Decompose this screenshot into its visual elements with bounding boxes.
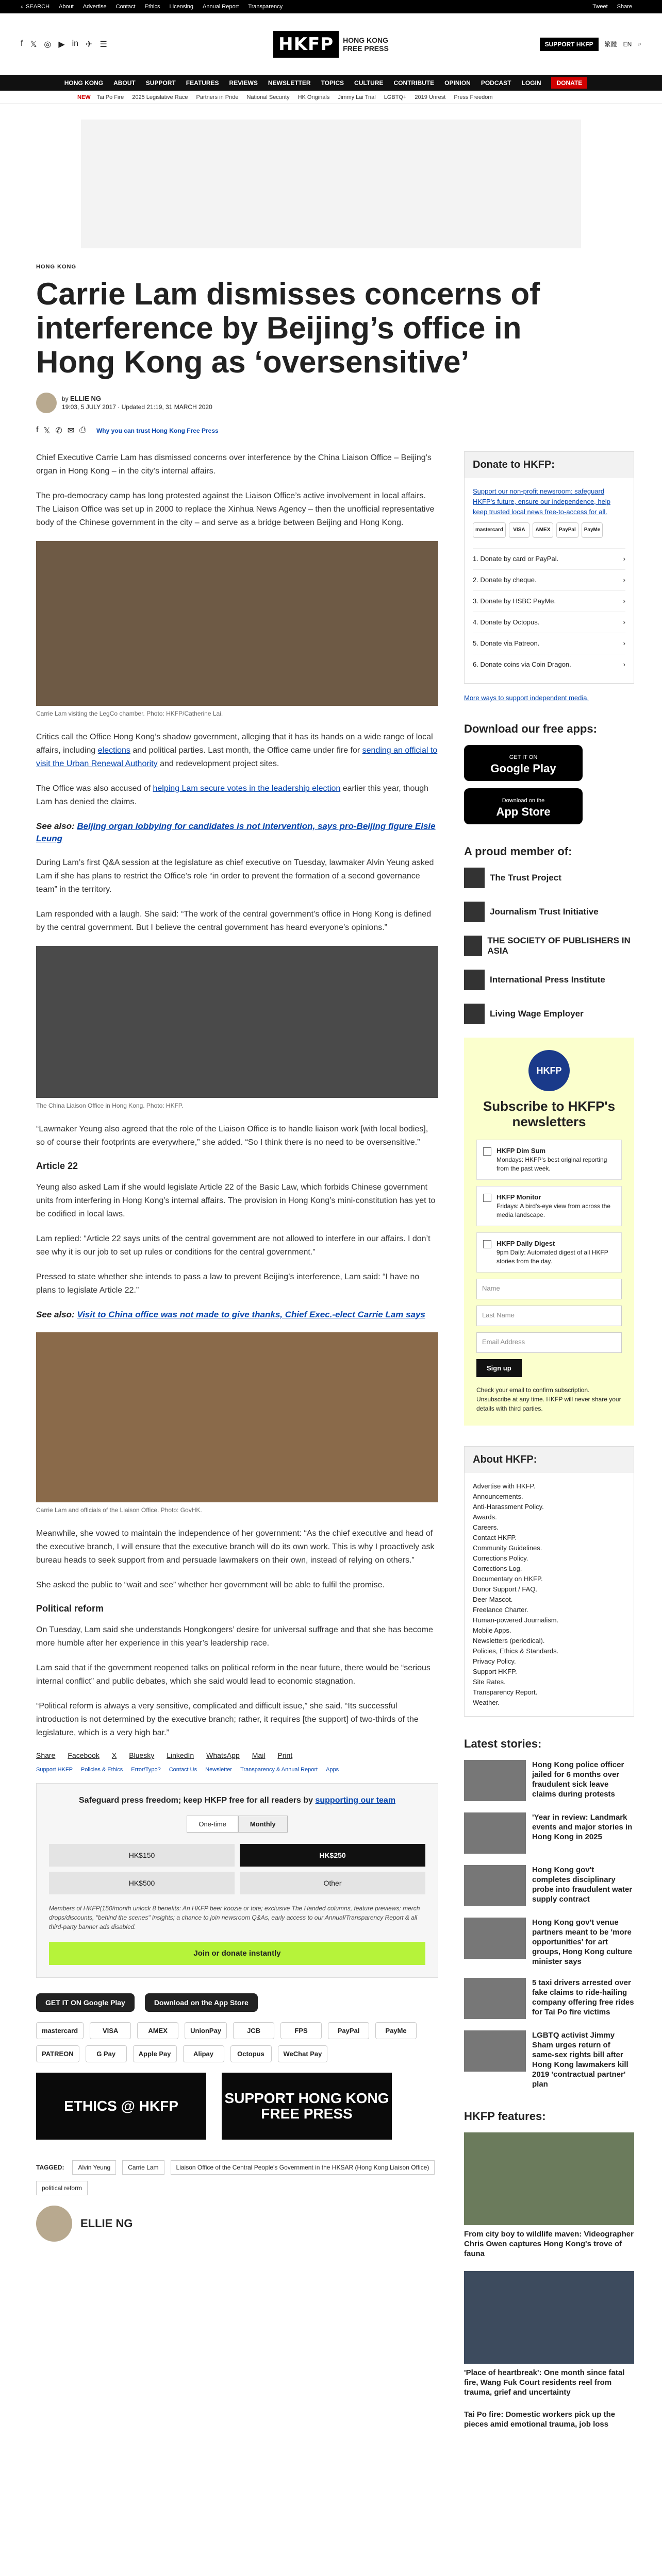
thumbnail — [464, 1812, 526, 1854]
paragraph: “Political reform is always a very sensitive, complicated and difficult issue,” she said. “Its successful introduction is not determined by the executive branch; rather, it requires [the support] of two-thirds of the legislature, which is a very high bar.” — [36, 1702, 419, 1737]
donate-step[interactable]: 3. Donate by HSBC PayMe. › — [473, 590, 625, 612]
amount-option[interactable]: Other — [240, 1872, 425, 1894]
thumbnail — [464, 1760, 526, 1801]
trending-item[interactable]: Jimmy Lai Trial — [338, 94, 376, 100]
share-row — [36, 426, 626, 436]
about-link[interactable]: Weather. — [473, 1699, 500, 1706]
tag[interactable]: Liaison Office of the Central People's Government in the HKSAR (Hong Kong Liaison Office) — [171, 2160, 435, 2175]
donate-step[interactable]: 5. Donate via Patreon. › — [473, 633, 625, 654]
apps-title: Download our free apps: — [464, 722, 597, 735]
trust-link[interactable]: Why you can trust Hong Kong Free Press — [96, 427, 219, 434]
footer-link[interactable]: Apps — [326, 1767, 339, 1773]
facebook-icon[interactable]: f — [36, 426, 39, 434]
about-link[interactable]: Mobile Apps. — [473, 1626, 511, 1634]
footer-link[interactable]: Contact Us — [169, 1767, 197, 1773]
widget-title: Donate to HKFP: — [465, 452, 634, 478]
toggle-one-time[interactable]: One-time — [187, 1816, 238, 1833]
latest-title: Latest stories: — [464, 1737, 542, 1750]
about-widget — [464, 1446, 634, 1717]
tag[interactable]: political reform — [36, 2181, 88, 2195]
join-donate-button[interactable]: Join or donate instantly — [49, 1942, 425, 1965]
article-photo-officials — [36, 1332, 438, 1502]
newsletter-option[interactable]: HKFP Dim Sum Mondays: HKFP's best original reporting from the past week. — [476, 1140, 622, 1180]
footer-link[interactable]: Transparency & Annual Report — [240, 1767, 318, 1773]
amount-options — [49, 1844, 425, 1894]
about-link[interactable]: Freelance Charter. — [473, 1606, 528, 1614]
trending-bar — [0, 91, 662, 104]
paragraph: The Office was also accused of helping Lam secure votes in the leadership election earlier this year, though Lam has denied the claims. — [36, 784, 429, 806]
about-link[interactable]: Policies, Ethics & Standards. — [473, 1647, 559, 1655]
share-bar — [36, 1751, 438, 1759]
share-label: Share — [36, 1751, 56, 1759]
paragraph: On Tuesday, Lam said she understands Hongkongers’ desire for universal suffrage and that she has become more humble after her experience in this year’s leadership race. — [36, 1625, 433, 1648]
donate-steps — [473, 548, 625, 675]
author-avatar[interactable] — [36, 2206, 72, 2242]
site-logo[interactable] — [273, 31, 389, 58]
nav-item[interactable]: NEWSLETTER — [268, 79, 311, 87]
paragraph: Yeung also asked Lam if she would legislate Article 22 of the Basic Law, which forbids Chinese government units from interfering in Hong Kong’s internal affairs. The provision in Hong Kong’s mini-constitution has yet to be codified in local laws. — [36, 1183, 436, 1218]
topbar-link[interactable]: Ethics — [144, 4, 160, 10]
member-logo[interactable]: The Trust Project — [464, 868, 634, 888]
google-play-badge[interactable]: GET IT ON Google Play — [36, 1993, 135, 2012]
nav-donate-button[interactable]: DONATE — [551, 77, 587, 89]
whatsapp-icon[interactable]: ✆ — [55, 427, 62, 435]
payment-icon: mastercard — [473, 522, 506, 538]
more-ways-link[interactable]: More ways to support independent media. — [464, 694, 589, 702]
app-badges-row — [36, 1993, 438, 2012]
chevron-right-icon: › — [623, 660, 625, 668]
about-link[interactable]: Advertise with HKFP. — [473, 1482, 536, 1490]
content-columns — [0, 451, 662, 2442]
footer-link[interactable]: Support HKFP — [36, 1767, 73, 1773]
tag[interactable]: Carrie Lam — [122, 2160, 164, 2175]
topbar-link[interactable]: Annual Report — [203, 4, 239, 10]
member-logo[interactable]: Journalism Trust Initiative — [464, 902, 634, 922]
last-name-input[interactable]: Last Name — [476, 1306, 622, 1326]
author-avatar[interactable] — [36, 393, 57, 413]
lang-zh-link[interactable]: 繁體 — [604, 41, 617, 48]
share-x[interactable]: X — [111, 1751, 117, 1759]
thumbnail — [464, 2132, 634, 2225]
member-benefits: Members of HKFP(150/month unlock 8 benefits: An HKFP beer koozie or tote; exclusive The Handed columns, feature previews; merch drops/discounts, "behind the scenes" insights; a chance to join newsroom Q&As, early access to our Annual/Transparency Report & all third-party banner ads disabled. — [49, 1905, 420, 1930]
inline-link[interactable]: elections — [97, 746, 130, 755]
newsletter-widget — [464, 1038, 634, 1426]
member-logo[interactable]: International Press Institute — [464, 970, 634, 990]
signup-button[interactable]: Sign up — [476, 1359, 522, 1377]
nav-item[interactable]: LOGIN — [521, 79, 541, 87]
member-title: A proud member of: — [464, 845, 572, 858]
newsletter-badge: HKFP — [528, 1050, 570, 1091]
paragraph: Lam said that if the government reopened talks on political reform in the near future, there would be “serious internal conflict” and public debates, which she said would lead to economic stagnation. — [36, 1664, 431, 1686]
photo-caption: Carrie Lam and officials of the Liaison Office. Photo: GovHK. — [36, 1506, 202, 1514]
latest-list — [464, 1760, 634, 2089]
nav-item[interactable]: CONTRIBUTE — [393, 79, 435, 87]
donate-step[interactable]: 1. Donate by card or PayPal. › — [473, 548, 625, 569]
name-input[interactable]: Name — [476, 1279, 622, 1299]
about-link[interactable]: Newsletters (periodical). — [473, 1637, 545, 1645]
footer-link[interactable]: Policies & Ethics — [80, 1767, 123, 1773]
topbar-link[interactable]: Transparency — [248, 4, 283, 10]
payment-method: JCB — [233, 2022, 274, 2039]
payment-method: VISA — [90, 2022, 131, 2039]
footer-link[interactable]: Error/Typo? — [131, 1767, 161, 1773]
trending-item[interactable]: Press Freedom — [454, 94, 493, 100]
paragraph: Meanwhile, she vowed to maintain the independence of her government: “As the chief executive and head of the executive branch, I will ensure that the executive branch will do its own work. This is why I proactively ask bureau heads to seek support from and persuade lawmakers on their own, instead of relying on others.” — [36, 1529, 435, 1565]
article-dates: 19:03, 5 JULY 2017 · Updated 21:19, 31 MARCH 2020 — [62, 403, 212, 411]
youtube-icon[interactable]: ▶ — [58, 40, 65, 49]
amount-option[interactable]: HK$150 — [49, 1844, 235, 1867]
about-link[interactable]: Careers. — [473, 1523, 499, 1531]
widget-title: About HKFP: — [465, 1447, 634, 1473]
member-logos — [464, 868, 634, 1024]
main-nav — [0, 75, 662, 91]
about-link[interactable]: Announcements. — [473, 1493, 523, 1500]
x-icon[interactable]: 𝕏 — [43, 427, 51, 435]
about-link[interactable]: Community Guidelines. — [473, 1544, 542, 1552]
latest-item[interactable]: 'Year in review: Landmark events and major stories in Hong Kong in 2025 — [464, 1812, 634, 1854]
photo-caption: The China Liaison Office in Hong Kong. Photo: HKFP. — [36, 1102, 184, 1109]
tags-label: TAGGED: — [36, 2164, 64, 2171]
share-button[interactable]: Share — [617, 4, 632, 10]
chevron-right-icon: › — [623, 597, 625, 605]
share-facebook[interactable]: Facebook — [68, 1751, 100, 1759]
article-photo-carrie-lam — [36, 541, 438, 706]
about-link[interactable]: Corrections Log. — [473, 1565, 522, 1572]
paragraph: Critics call the Office Hong Kong’s shadow government, alleging that it has its hands on a wide range of local affairs, including elections and political parties. Last month, the Office came under fire for sending an official to visit the Urban Renewal Authority and redevelopment project sites. — [36, 733, 438, 768]
see-also: See also: Beijing organ lobbying for candidates is not intervention, says pro-Beijing figure Elsie Leung — [36, 821, 436, 843]
amount-option[interactable]: HK$500 — [49, 1872, 235, 1894]
footer-link[interactable]: Newsletter — [205, 1767, 233, 1773]
payment-method: UnionPay — [185, 2022, 227, 2039]
newsletter-option[interactable]: HKFP Daily Digest 9pm Daily: Automated digest of all HKFP stories from the day. — [476, 1232, 622, 1273]
facebook-icon[interactable]: f — [21, 39, 23, 48]
trending-item[interactable]: 2019 Unrest — [415, 94, 446, 100]
trending-item[interactable]: Tai Po Fire — [96, 94, 124, 100]
donate-step[interactable]: 6. Donate coins via Coin Dragon. › — [473, 654, 625, 675]
member-logo[interactable]: THE SOCIETY OF PUBLISHERS IN ASIA — [464, 936, 634, 956]
payment-methods — [36, 2022, 438, 2062]
tags-row — [36, 2160, 438, 2195]
about-link[interactable]: Contact HKFP. — [473, 1534, 517, 1541]
about-link[interactable]: Anti-Harassment Policy. — [473, 1503, 544, 1511]
topbar-link[interactable]: Contact — [115, 4, 136, 10]
article-header — [0, 264, 662, 436]
thumbnail — [464, 2271, 634, 2364]
payment-icon: PayPal — [556, 522, 578, 538]
payment-method: WeChat Pay — [278, 2045, 328, 2062]
article-kicker[interactable]: HONG KONG — [36, 264, 77, 270]
feature-item[interactable]: 'Place of heartbreak': One month since fatal fire, Wang Fuk Court residents reel from trauma, grief and uncertainty — [464, 2271, 634, 2397]
topbar-link[interactable]: Licensing — [169, 4, 193, 10]
about-link[interactable]: Privacy Policy. — [473, 1657, 516, 1665]
topbar-search[interactable]: ⌕ SEARCH — [21, 3, 50, 10]
amount-option-selected[interactable]: HK$250 — [240, 1844, 425, 1867]
app-store-button[interactable]: Download on the App Store — [464, 788, 583, 824]
article-photo-liaison-office — [36, 946, 438, 1098]
paragraph: “Lawmaker Yeung also agreed that the role of the Liaison Office is to handle liaison work [with local bodies], so of course their footprints are everywhere,” she added. “So I think there is no need to be oversensitive.” — [36, 1125, 428, 1147]
donate-box — [36, 1783, 438, 1978]
share-whatsapp[interactable]: WhatsApp — [206, 1751, 240, 1759]
see-also-link[interactable]: Visit to China office was not made to give thanks, Chief Exec.-elect Carrie Lam says — [77, 1310, 425, 1319]
about-list — [465, 1473, 634, 1716]
lang-en-link[interactable]: EN — [623, 40, 632, 48]
donate-intro-link[interactable]: Support our non-profit newsroom: safeguard HKFP's future, ensure our independence, help keep trusted local news free-to-access for all. — [473, 487, 610, 516]
about-link[interactable]: Human-powered Journalism. — [473, 1616, 559, 1624]
donate-step[interactable]: 4. Donate by Octopus. › — [473, 612, 625, 633]
search-icon[interactable]: ⌕ — [638, 40, 641, 47]
tweet-button[interactable]: Tweet — [592, 4, 608, 10]
payment-icon: AMEX — [533, 522, 553, 538]
latest-item[interactable]: Hong Kong gov't venue partners meant to be 'more opportunities' for art groups, Hong Kong culture minister says — [464, 1918, 634, 1967]
chevron-right-icon: › — [623, 576, 625, 584]
top-utility-bar — [0, 0, 662, 13]
nav-item[interactable]: SUPPORT — [145, 79, 176, 87]
nav-item[interactable]: TOPICS — [321, 79, 344, 87]
nav-item[interactable]: REVIEWS — [229, 79, 258, 87]
share-mail[interactable]: Mail — [252, 1751, 266, 1759]
about-link[interactable]: Support HKFP. — [473, 1668, 517, 1675]
linkedin-icon[interactable]: in — [72, 39, 79, 48]
author-name[interactable]: ELLIE NG — [70, 395, 101, 402]
payment-method: AMEX — [137, 2022, 178, 2039]
payment-method: PayPal — [328, 2022, 369, 2039]
about-link[interactable]: Awards. — [473, 1513, 497, 1521]
newsletter-note: Check your email to confirm subscription. Unsubscribe at any time. HKFP will never share your details with third parties. — [476, 1386, 621, 1412]
feature-item[interactable]: From city boy to wildlife maven: Videographer Chris Owen captures Hong Kong's trove of fauna — [464, 2132, 634, 2259]
about-link[interactable]: Deer Mascot. — [473, 1596, 513, 1603]
paragraph: The pro-democracy camp has long protested against the Liaison Office’s active involvement in local affairs. The Liaison Office was set up in 2000 to replace the Xinhua News Agency – then the unofficial representative body of the Chinese government in the city – and serve as a bridge between Beijing and Hong Kong. — [36, 492, 435, 527]
paragraph: She asked the public to “wait and see” whether her government will be able to fulfil the promise. — [36, 1581, 385, 1589]
features-list — [464, 2132, 634, 2429]
donate-box-heading: Safeguard press freedom; keep HKFP free for all readers by supporting our team — [78, 1796, 396, 1805]
x-icon[interactable]: 𝕏 — [30, 40, 37, 49]
inline-link[interactable]: sending an official to visit the Urban Renewal Authority — [36, 746, 438, 768]
payment-method: FPS — [280, 2022, 322, 2039]
chevron-right-icon: › — [623, 555, 625, 563]
photo-caption: Carrie Lam visiting the LegCo chamber. Photo: HKFP/Catherine Lai. — [36, 710, 223, 717]
features-title: HKFP features: — [464, 2110, 546, 2123]
site-header — [0, 13, 662, 75]
mail-icon[interactable]: ✉ — [67, 427, 75, 435]
section-heading: Political reform — [36, 1603, 104, 1614]
donate-widget — [464, 451, 634, 684]
article-body — [36, 451, 438, 2442]
author-box — [36, 2206, 438, 2242]
widget-body — [465, 478, 634, 683]
payment-method: mastercard — [36, 2022, 84, 2039]
payment-method: Apple Pay — [133, 2045, 177, 2062]
google-play-button[interactable]: GET IT ON Google Play — [464, 745, 583, 781]
tag[interactable]: Alvin Yeung — [72, 2160, 116, 2175]
telegram-icon[interactable]: ✈ — [86, 40, 93, 49]
latest-item[interactable]: 5 taxi drivers arrested over fake claims to ride-hailing company offering free rides for Tai Po fire victims — [464, 1978, 634, 2019]
trending-item[interactable]: Partners in Pride — [196, 94, 239, 100]
feature-item[interactable]: Tai Po fire: Domestic workers pick up the pieces amid emotional trauma, job loss — [464, 2410, 616, 2429]
payment-icon: PayMe — [582, 522, 603, 538]
inline-link[interactable]: helping Lam secure votes in the leadership election — [153, 784, 341, 793]
latest-item[interactable]: Hong Kong police officer jailed for 6 months over fraudulent sick leave claims during protests — [464, 1760, 634, 1801]
email-input[interactable]: Email Address — [476, 1332, 622, 1353]
toggle-monthly[interactable]: Monthly — [238, 1816, 288, 1833]
payment-icon: VISA — [509, 522, 529, 538]
social-icons — [21, 39, 273, 49]
footer-links — [36, 1767, 438, 1773]
share-icons — [36, 426, 86, 436]
nav-item[interactable]: FEATURES — [186, 79, 219, 87]
share-bluesky[interactable]: Bluesky — [129, 1751, 155, 1759]
search-icon: ⌕ — [21, 3, 24, 10]
payment-method: PayMe — [375, 2022, 417, 2039]
payment-method: G Pay — [86, 2045, 127, 2062]
nav-item[interactable]: HONG KONG — [64, 79, 104, 87]
about-link[interactable]: Corrections Policy. — [473, 1554, 528, 1562]
trending-item[interactable]: 2025 Legislative Race — [132, 94, 188, 100]
trending-item[interactable]: National Security — [246, 94, 290, 100]
thumbnail — [464, 1918, 526, 1959]
trending-new-label: NEW — [77, 94, 91, 100]
sidebar — [464, 451, 634, 2442]
thumbnail — [464, 1978, 526, 2019]
ad-slot — [81, 120, 581, 248]
checkbox[interactable] — [483, 1147, 491, 1156]
byline-text: by ELLIE NG 19:03, 5 JULY 2017 · Updated 21:19, 31 MARCH 2020 — [62, 395, 212, 411]
payment-method: Alipay — [183, 2045, 224, 2062]
about-link[interactable]: Site Rates. — [473, 1678, 506, 1686]
author-name[interactable]: ELLIE NG — [80, 2217, 133, 2230]
thumbnail — [464, 2030, 526, 2072]
support-banner[interactable]: SUPPORT HONG KONG FREE PRESS — [222, 2073, 392, 2140]
donate-step[interactable]: 2. Donate by cheque. › — [473, 569, 625, 590]
paragraph: Chief Executive Carrie Lam has dismissed concerns over interference by the China Liaison Office – Beijing’s organ in Hong Kong – in the city’s internal affairs. — [36, 453, 432, 476]
chevron-right-icon: › — [623, 639, 625, 647]
topbar-link[interactable]: About — [59, 4, 74, 10]
app-store-badge[interactable]: Download on the App Store — [145, 1993, 258, 2012]
payment-icons — [473, 522, 625, 538]
paragraph: Pressed to state whether she intends to pass a law to prevent Beijing’s interference, Lam said: “I have no plans to legislate Article 22.” — [36, 1273, 420, 1295]
share-linkedin[interactable]: LinkedIn — [167, 1751, 194, 1759]
payment-method: Octopus — [230, 2045, 272, 2062]
trending-item[interactable]: LGBTQ+ — [384, 94, 407, 100]
nav-item[interactable]: OPINION — [444, 79, 471, 87]
nav-item[interactable]: PODCAST — [481, 79, 511, 87]
trending-item[interactable]: HK Originals — [297, 94, 330, 100]
payment-method: PATREON — [36, 2045, 79, 2062]
paragraph: During Lam’s first Q&A session at the legislature as chief executive on Tuesday, lawmaker Alvin Yeung asked Lam if she has plans to restrict the Office’s role “in order to prevent the formation of a second governance team” in the territory. — [36, 858, 434, 894]
article-title: Carrie Lam dismisses concerns of interference by Beijing’s office in Hong Kong as ‘oversensitive’ — [36, 277, 540, 379]
topbar-link[interactable]: Advertise — [82, 4, 107, 10]
promo-banners — [36, 2073, 438, 2140]
latest-item[interactable]: Hong Kong gov't completes disciplinary probe into fraudulent water supply contract — [464, 1865, 634, 1906]
checkbox[interactable] — [483, 1240, 491, 1248]
chevron-right-icon: › — [623, 618, 625, 626]
rss-icon[interactable]: ☰ — [100, 40, 107, 49]
print-icon[interactable]: ⎙ — [79, 426, 86, 434]
paragraph: Lam responded with a laugh. She said: “The work of the central government’s office in Hong Kong is defined by the central government. But I believe the central government has heard everyone’s opinions.” — [36, 910, 432, 932]
ethics-banner[interactable]: ETHICS @ HKFP — [36, 2073, 206, 2140]
newsletter-option[interactable]: HKFP Monitor Fridays: A bird's-eye view from across the media landscape. — [476, 1186, 622, 1226]
latest-item[interactable]: LGBTQ activist Jimmy Sham urges return of same-sex rights bill after Hong Kong lawmakers kill 2019 'contractual partner' plan — [464, 2030, 634, 2089]
donate-box-link[interactable]: supporting our team — [315, 1796, 396, 1805]
instagram-icon[interactable]: ◎ — [44, 40, 52, 49]
nav-item[interactable]: ABOUT — [113, 79, 136, 87]
thumbnail — [464, 1865, 526, 1906]
logo-text: HONG KONG FREE PRESS — [343, 36, 389, 53]
byline — [36, 393, 626, 413]
checkbox[interactable] — [483, 1194, 491, 1202]
nav-item[interactable]: CULTURE — [354, 79, 384, 87]
about-link[interactable]: Documentary on HKFP. — [473, 1575, 543, 1583]
frequency-toggle — [49, 1816, 425, 1833]
share-print[interactable]: Print — [277, 1751, 293, 1759]
section-heading: Article 22 — [36, 1161, 78, 1171]
paragraph: Lam replied: “Article 22 says units of the central government are not allowed to interfere in our affairs. I don’t see why it is our job to set up rules or conditions for the central government.” — [36, 1234, 431, 1257]
about-link[interactable]: Transparency Report. — [473, 1688, 538, 1696]
about-link[interactable]: Donor Support / FAQ. — [473, 1585, 538, 1593]
see-also-link[interactable]: Beijing organ lobbying for candidates is not intervention, says pro-Beijing figure Elsie Leung — [36, 821, 436, 843]
see-also: See also: Visit to China office was not made to give thanks, Chief Exec.-elect Carrie Lam says — [36, 1310, 425, 1319]
newsletter-title: Subscribe to HKFP's newsletters — [483, 1098, 616, 1129]
support-hkfp-button[interactable]: SUPPORT HKFP — [540, 38, 599, 51]
member-logo[interactable]: Living Wage Employer — [464, 1004, 634, 1024]
logo-box: HKFP — [273, 31, 339, 58]
header-right — [389, 38, 641, 51]
